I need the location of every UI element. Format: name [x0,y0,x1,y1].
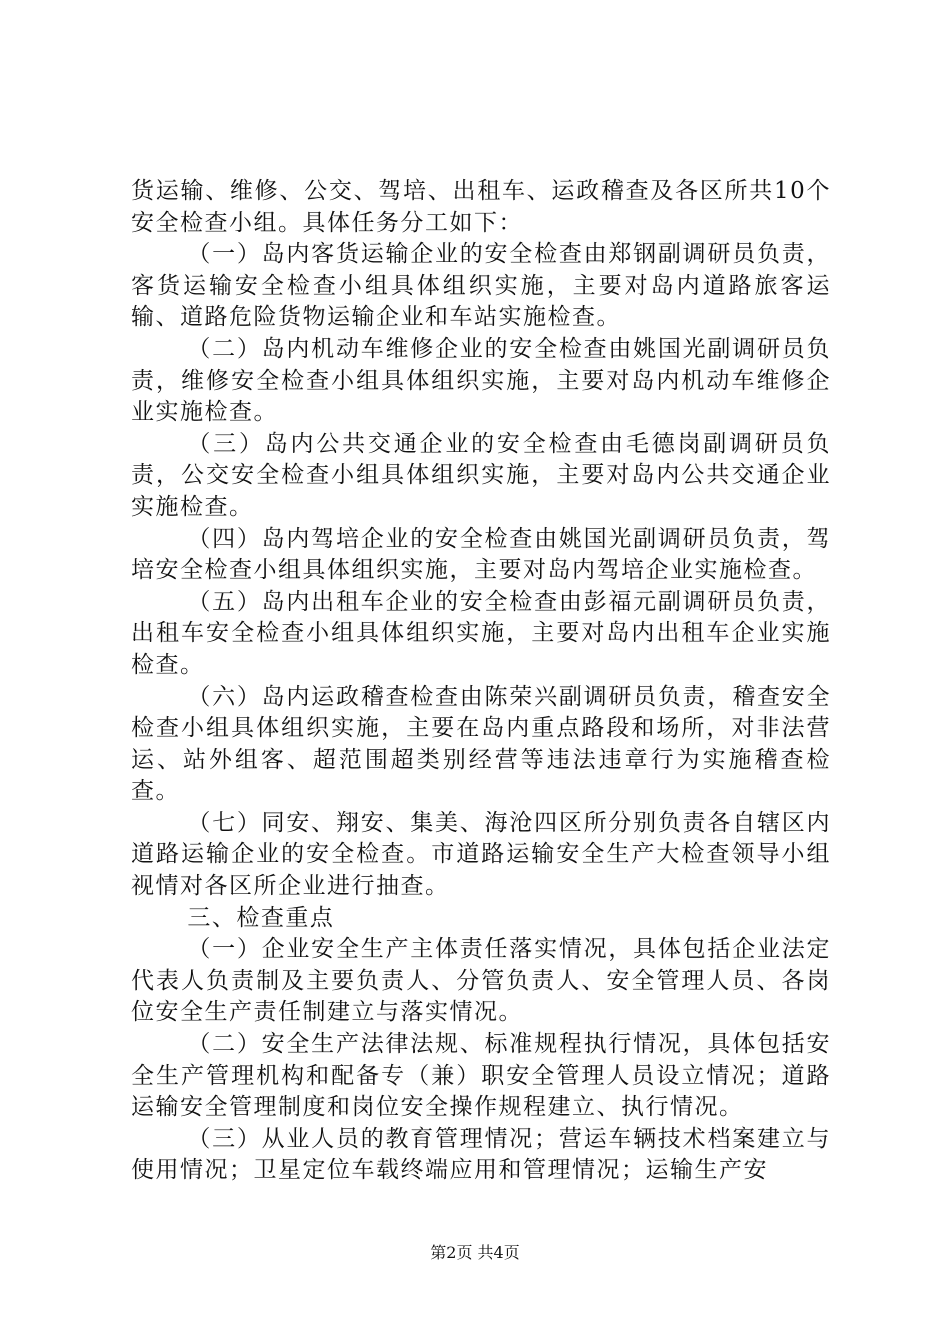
paragraph-6: （六）岛内运政稽查检查由陈荣兴副调研员负责，稽查安全检查小组具体组织实施，主要在岛内重点路段和场所，对非法营运、站外组客、超范围超类别经营等违法违章行为实施稽查检查。 [131,683,831,805]
paragraph-0: 货运输、维修、公交、驾培、出租车、运政稽查及各区所共10个安全检查小组。具体任务分工如下： [131,178,831,236]
paragraph-1: （一）岛内客货运输企业的安全检查由郑钢副调研员负责，客货运输安全检查小组具体组织实施，主要对岛内道路旅客运输、道路危险货物运输企业和车站实施检查。 [131,241,831,331]
paragraph-5: （五）岛内出租车企业的安全检查由彭福元副调研员负责，出租车安全检查小组具体组织实施，主要对岛内出租车企业实施检查。 [131,588,831,678]
paragraph-10: （二）安全生产法律法规、标准规程执行情况，具体包括安全生产管理机构和配备专（兼）职安全管理人员设立情况；道路运输安全管理制度和岗位安全操作规程建立、执行情况。 [131,1031,831,1121]
paragraph-11: （三）从业人员的教育管理情况；营运车辆技术档案建立与使用情况；卫星定位车载终端应用和管理情况；运输生产安 [131,1125,831,1184]
paragraph-3: （三）岛内公共交通企业的安全检查由毛德岗副调研员负责，公交安全检查小组具体组织实施，主要对岛内公共交通企业实施检查。 [131,430,831,520]
paragraph-4: （四）岛内驾培企业的安全检查由姚国光副调研员负责，驾培安全检查小组具体组织实施，主要对岛内驾培企业实施检查。 [131,525,831,584]
paragraph-2: （二）岛内机动车维修企业的安全检查由姚国光副调研员负责，维修安全检查小组具体组织实施，主要对岛内机动车维修企业实施检查。 [131,335,831,426]
section-heading: 三、检查重点 [187,904,335,931]
page-footer: 第2页 共4页 [430,1243,520,1262]
paragraph-9: （一）企业安全生产主体责任落实情况，具体包括企业法定代表人负责制及主要负责人、分管负责人、安全管理人员、各岗位安全生产责任制建立与落实情况。 [131,936,831,1026]
document-body [131,176,831,1187]
paragraph-7: （七）同安、翔安、集美、海沧四区所分别负责各自辖区内道路运输企业的安全检查。市道路运输安全生产大检查领导小组视情对各区所企业进行抽查。 [131,809,831,900]
